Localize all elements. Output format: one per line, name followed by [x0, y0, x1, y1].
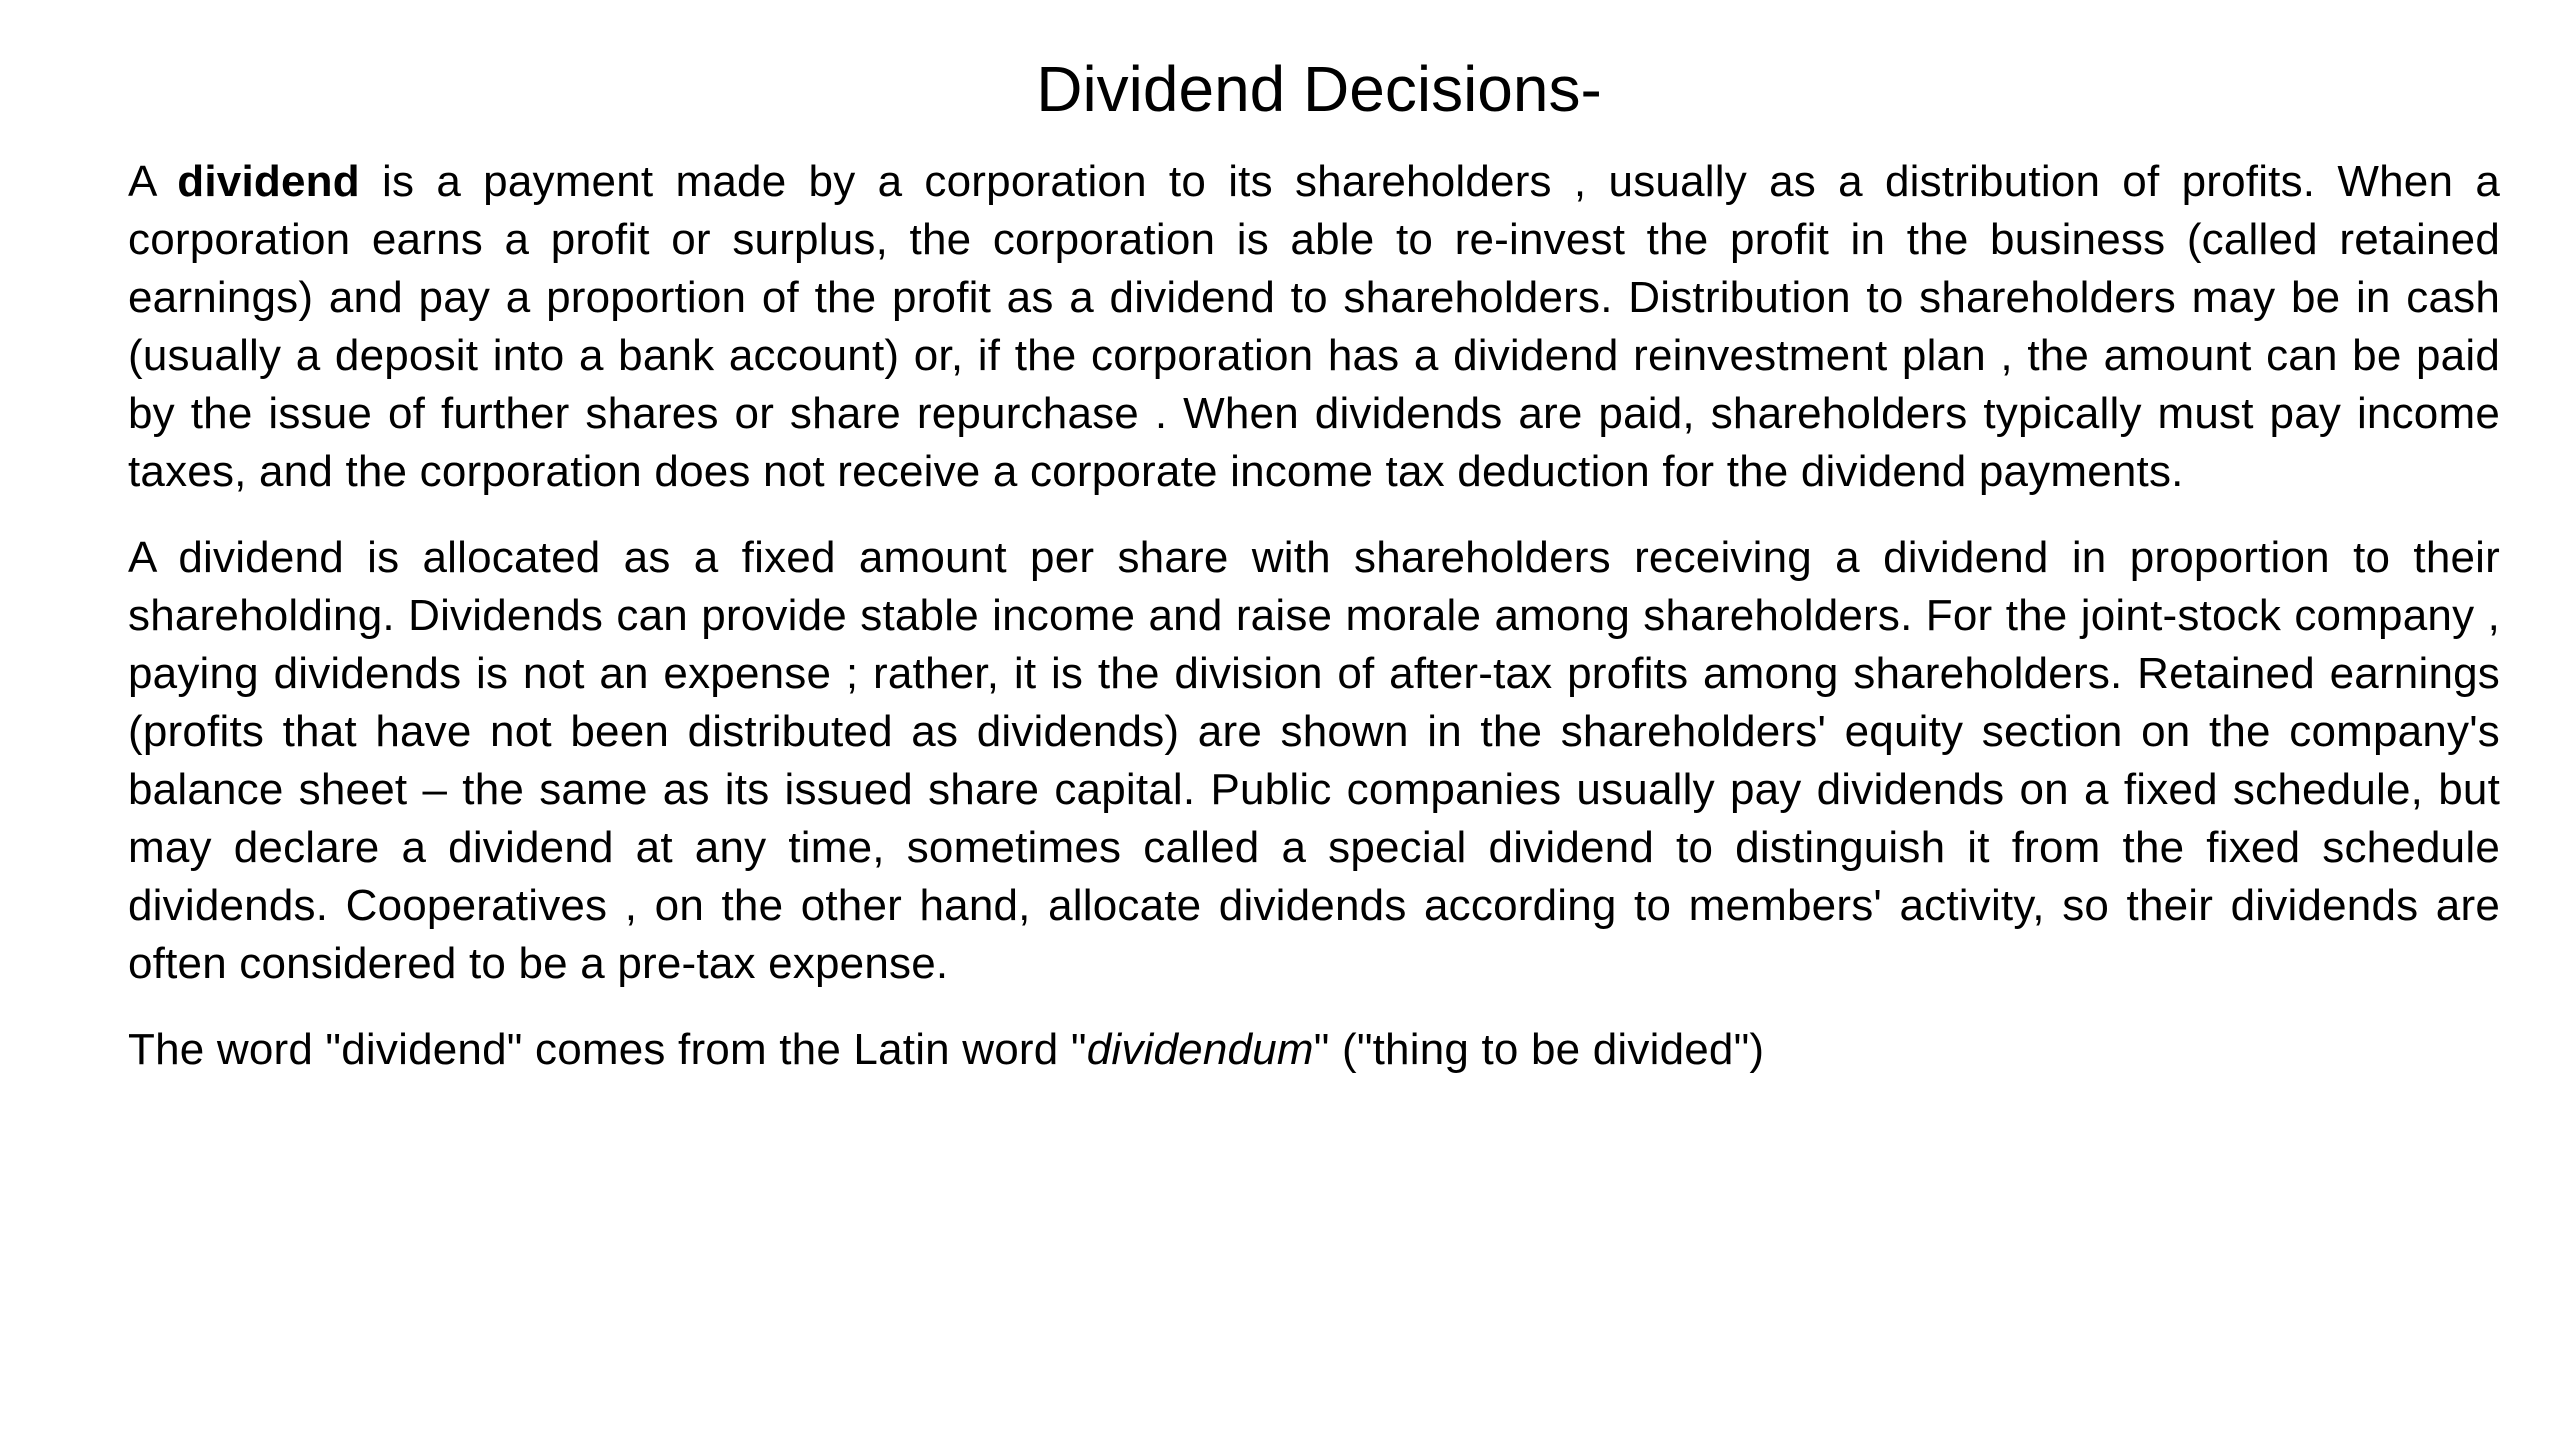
latin-word: dividendum: [1086, 1025, 1314, 1074]
slide-body: [128, 153, 2500, 1107]
paragraph-allocation: A dividend is allocated as a fixed amount per share with shareholders receiving a dividend in proportion to their shareholding. Dividends can provide stable income and raise morale among shareholders. For the joint-stock company , paying dividends is not an expense ; rather, it is the division of after-tax profits among shareholders. Retained earnings (profits that have not been distributed as dividends) are shown in the shareholders' equity section on the company's balance sheet – the same as its issued share capital. Public companies usually pay dividends on a fixed schedule, but may declare a dividend at any time, sometimes called a special dividend to distinguish it from the fixed schedule dividends. Cooperatives , on the other hand, allocate dividends according to members' activity, so their dividends are often considered to be a pre-tax expense.: [128, 533, 2500, 988]
paragraph-definition-lead: A: [128, 157, 178, 206]
slide-title: Dividend Decisions-: [1036, 53, 1602, 125]
paragraph-etymology: [128, 1021, 2500, 1079]
paragraph-definition: [128, 153, 2500, 501]
etymology-after: " ("thing to be divided"): [1313, 1025, 1765, 1074]
etymology-before: The word "dividend" comes from the Latin word ": [128, 1025, 1087, 1074]
paragraph-definition-text: is a payment made by a corporation to its shareholders , usually as a distribution of profits. When a corporation earns a profit or surplus, the corporation is able to re-invest the profit in the business (called retained earnings) and pay a proportion of the profit as a dividend to shareholders. Distribution to shareholders may be in cash (usually a deposit into a bank account) or, if the corporation has a dividend reinvestment plan , the amount can be paid by the issue of further shares or share repurchase . When dividends are paid, shareholders typically must pay income taxes, and the corporation does not receive a corporate income tax deduction for the dividend payments.: [128, 157, 2500, 496]
term-dividend: dividend: [177, 157, 360, 206]
